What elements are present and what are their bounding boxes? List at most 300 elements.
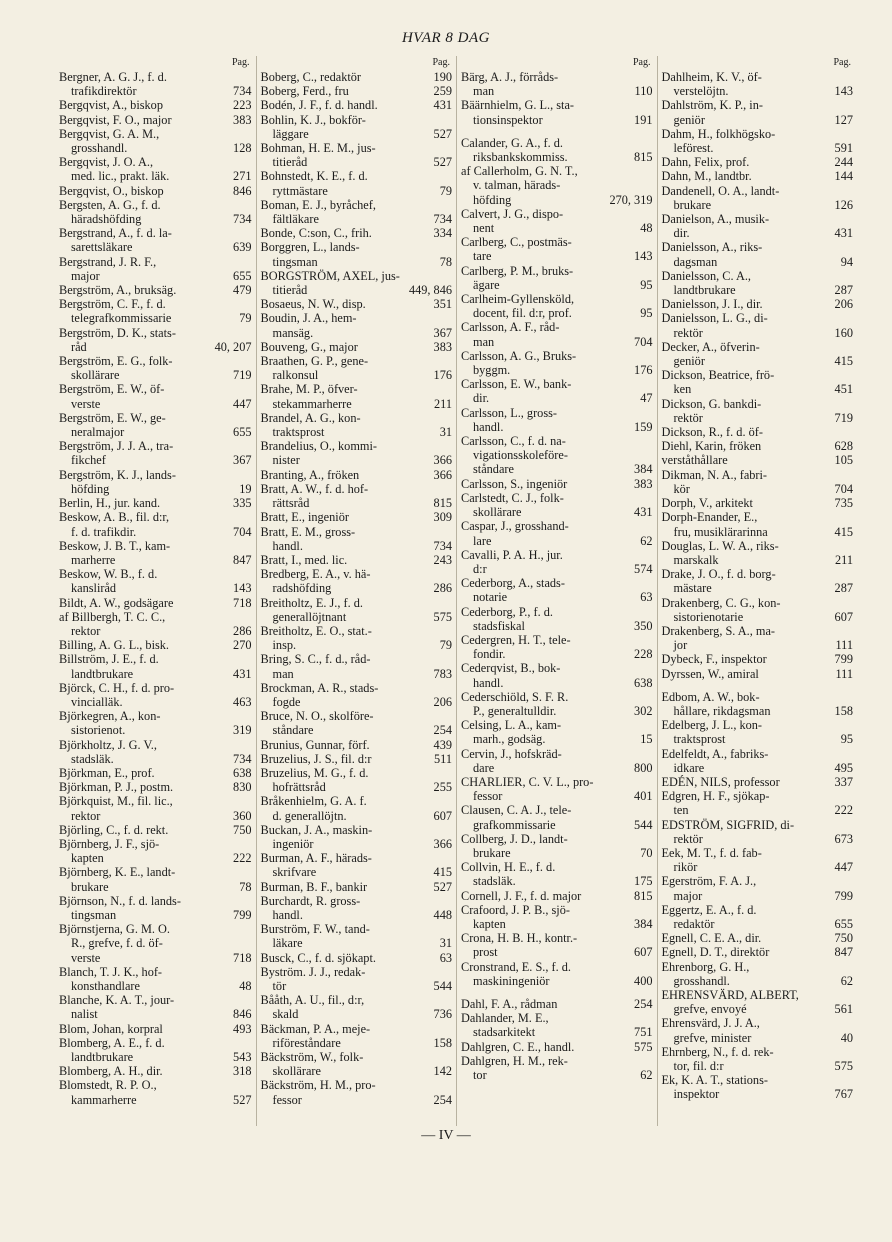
entry-text: Brandelius, O., kommi- — [260, 439, 377, 454]
index-entry — [261, 652, 453, 680]
index-entry — [662, 155, 854, 169]
entry-text: Bergqvist, G. A. M., — [59, 126, 160, 141]
entry-text: dare — [473, 760, 495, 775]
page-ref: 270 — [233, 638, 252, 653]
entry-name — [261, 382, 453, 396]
entry-name — [261, 823, 453, 837]
entry-continuation — [261, 397, 453, 411]
entry-text: rektor — [71, 623, 101, 638]
entry-text: Björling, C., f. d. rekt. — [59, 822, 169, 837]
entry-text: ägare — [473, 277, 500, 292]
entry-name — [261, 70, 453, 84]
entry-text: traktsprost — [673, 732, 726, 747]
entry-text: nalist — [71, 1007, 98, 1022]
entry-text: Bergstrand, J. R. F., — [59, 254, 157, 269]
entry-continuation — [261, 780, 453, 794]
entry-name — [261, 993, 453, 1007]
page-ref: 367 — [233, 453, 252, 468]
index-entry — [662, 667, 854, 681]
entry-continuation — [261, 1093, 453, 1107]
page-ref: 319 — [233, 723, 252, 738]
entry-text: marh., godsäg. — [473, 732, 546, 747]
index-entry — [59, 198, 252, 226]
entry-name — [261, 482, 453, 496]
entry-name — [662, 453, 854, 467]
entry-name — [461, 519, 653, 533]
page-ref: 431 — [433, 98, 452, 113]
page-ref: 158 — [834, 703, 853, 718]
index-entry — [261, 922, 453, 950]
index-entry — [59, 709, 252, 737]
entry-name — [59, 596, 252, 610]
entry-name — [261, 880, 453, 894]
entry-continuation — [261, 425, 453, 439]
entry-name — [662, 846, 854, 860]
index-entry — [261, 766, 453, 794]
index-entry — [261, 269, 453, 297]
entry-text: dir. — [473, 391, 490, 406]
page-ref: 63 — [439, 950, 452, 965]
entry-continuation — [461, 590, 653, 604]
entry-continuation — [59, 397, 252, 411]
index-entry — [261, 553, 453, 567]
index-entry — [662, 1073, 854, 1101]
entry-text: man — [473, 334, 495, 349]
entry-name — [59, 283, 252, 297]
entry-text: maskiningeniör — [473, 973, 550, 988]
entry-name — [59, 226, 252, 240]
page-ref: 360 — [233, 808, 252, 823]
entry-continuation — [59, 340, 252, 354]
entry-name — [261, 297, 453, 311]
index-entry — [662, 960, 854, 988]
entry-text: marskalk — [673, 552, 719, 567]
entry-text: kansliråd — [71, 581, 117, 596]
entry-name — [461, 292, 653, 306]
entry-continuation — [461, 562, 653, 576]
entry-text: Bergström, E. W., ge- — [59, 410, 166, 425]
page-ref: 334 — [433, 226, 452, 241]
index-entry — [59, 610, 252, 638]
page-ref: 302 — [634, 703, 653, 718]
page-ref: 206 — [433, 694, 452, 709]
entry-continuation — [461, 462, 653, 476]
page-ref: 62 — [640, 533, 653, 548]
page-ref: 176 — [634, 363, 653, 378]
entry-name — [662, 425, 854, 439]
index-entry — [261, 851, 453, 879]
entry-continuation — [261, 326, 453, 340]
entry-continuation — [261, 212, 453, 226]
index-entry — [461, 903, 653, 931]
entry-text: docent, fil. d:r, prof. — [473, 306, 572, 321]
index-entry — [461, 548, 653, 576]
entry-text: landtbrukare — [71, 1050, 134, 1065]
entry-continuation — [461, 391, 653, 405]
entry-name — [261, 766, 453, 780]
entry-text: skollärare — [71, 368, 120, 383]
index-entry — [59, 226, 252, 254]
entry-continuation — [59, 809, 252, 823]
entry-text: ståndare — [473, 462, 514, 477]
entry-text: Bäckström, H. M., pro- — [260, 1078, 376, 1093]
entry-text: ingeniör — [272, 836, 314, 851]
entry-text: grefve, minister — [673, 1030, 752, 1045]
index-entry — [461, 775, 653, 803]
page-ref: 79 — [439, 638, 452, 653]
index-entry — [461, 320, 653, 348]
entry-continuation — [59, 695, 252, 709]
entry-continuation — [461, 1068, 653, 1082]
entry-text: Danielsson, A., riks- — [661, 240, 763, 255]
index-entry — [59, 894, 252, 922]
entry-text: Bergström, E. W., öf- — [59, 382, 165, 397]
entry-continuation — [461, 335, 653, 349]
entry-name — [261, 98, 453, 112]
page-ref: 62 — [640, 1068, 653, 1083]
page-ref: 734 — [233, 751, 252, 766]
entry-continuation — [662, 525, 854, 539]
entry-name — [461, 997, 653, 1011]
entry-text: mästare — [673, 581, 712, 596]
index-entry — [461, 661, 653, 689]
index-entry — [261, 84, 453, 98]
entry-text: kapten — [71, 851, 104, 866]
index-entry — [461, 803, 653, 831]
index-entry — [261, 340, 453, 354]
entry-text: redaktör — [673, 916, 715, 931]
index-entry — [59, 98, 252, 112]
entry-continuation — [461, 178, 653, 192]
index-entry — [461, 70, 653, 98]
entry-name — [662, 468, 854, 482]
page-ref: 190 — [433, 70, 452, 84]
page-ref: 431 — [834, 226, 853, 241]
page-ref: 704 — [233, 524, 252, 539]
index-entry — [461, 860, 653, 888]
entry-text: Bosaeus, N. W., disp. — [260, 297, 366, 312]
entry-continuation — [662, 553, 854, 567]
index-entry — [662, 1016, 854, 1044]
entry-text: Branting, A., fröken — [260, 467, 360, 482]
entry-text: Bratt, E. M., gross- — [260, 524, 356, 539]
pag-label: Pag. — [833, 57, 851, 68]
page-ref: 110 — [634, 84, 653, 99]
entry-text: Billström, J. E., f. d. — [59, 652, 159, 667]
entry-name — [662, 1016, 854, 1030]
entry-text: landtbrukare — [673, 283, 736, 298]
entry-continuation — [261, 496, 453, 510]
entry-text: Blanche, K. A. T., jour- — [59, 993, 175, 1008]
index-entry — [261, 439, 453, 467]
entry-text: handl. — [473, 675, 504, 690]
page-ref: 143 — [834, 84, 853, 99]
entry-name — [59, 766, 252, 780]
entry-text: Ehrnberg, N., f. d. rek- — [661, 1044, 774, 1059]
page-ref: 463 — [233, 694, 252, 709]
entry-text: Crona, H. B. H., kontr.- — [461, 931, 578, 946]
entry-text: Edgren, H. F., sjökap- — [661, 789, 770, 804]
entry-text: geniör — [673, 354, 705, 369]
entry-continuation — [461, 113, 653, 127]
entry-name — [662, 775, 854, 789]
entry-text: Blomberg, A. E., f. d. — [59, 1035, 165, 1050]
entry-text: Danielson, A., musik- — [661, 212, 770, 227]
index-entry — [662, 269, 854, 297]
page-ref: 544 — [634, 817, 653, 832]
entry-text: Björck, C. H., f. d. pro- — [59, 680, 175, 695]
entry-text: verste — [71, 396, 101, 411]
page-ref: 31 — [439, 936, 452, 951]
entry-text: Dahlheim, K. V., öf- — [661, 70, 762, 84]
index-entry — [261, 951, 453, 965]
entry-continuation — [59, 525, 252, 539]
entry-text: sistorienotarie — [673, 609, 744, 624]
entry-name — [261, 965, 453, 979]
entry-continuation — [662, 1059, 854, 1073]
entry-name — [662, 874, 854, 888]
entry-continuation — [59, 1050, 252, 1064]
page-ref: 176 — [433, 368, 452, 383]
entry-text: grosshandl. — [71, 141, 128, 156]
entry-continuation — [461, 619, 653, 633]
entry-name — [662, 789, 854, 803]
entry-text: Carlsson, A. F., råd- — [461, 320, 560, 335]
entry-text: Bildt, A. W., godsägare — [59, 595, 174, 610]
entry-continuation — [662, 832, 854, 846]
index-entry — [59, 255, 252, 283]
entry-text: kör — [673, 481, 690, 496]
entry-name — [662, 945, 854, 959]
entry-name — [662, 1073, 854, 1087]
entry-text: BORGSTRÖM, AXEL, jus- — [260, 268, 400, 283]
entry-name — [461, 164, 653, 178]
entry-text: skollärare — [473, 505, 522, 520]
index-entry — [461, 747, 653, 775]
entry-text: radshöfding — [272, 581, 332, 596]
entry-continuation — [662, 482, 854, 496]
entry-text: neralmajor — [71, 425, 125, 440]
entry-text: Bohnstedt, K. E., f. d. — [260, 169, 368, 184]
entry-name — [261, 652, 453, 666]
page-ref: 607 — [834, 609, 853, 624]
entry-text: Björkman, E., prof. — [59, 765, 155, 780]
entry-text: Bruzelius, J. S., fil. d:r — [260, 751, 372, 766]
entry-text: Bäckman, P. A., meje- — [260, 1021, 371, 1036]
entry-continuation — [461, 221, 653, 235]
entry-text: landtbrukare — [71, 666, 134, 681]
entry-continuation — [261, 1064, 453, 1078]
entry-text: rektor — [71, 808, 101, 823]
entry-continuation — [461, 306, 653, 320]
index-entry — [261, 525, 453, 553]
entry-name — [261, 794, 453, 808]
entry-name — [261, 851, 453, 865]
index-entry — [461, 164, 653, 207]
entry-text: Braathen, G. P., gene- — [260, 354, 369, 369]
index-entry — [662, 184, 854, 212]
entry-text: Bergqvist, J. O. A., — [59, 155, 154, 170]
page-ref: 734 — [233, 212, 252, 227]
index-entry — [662, 718, 854, 746]
page-ref: 175 — [634, 874, 653, 889]
entry-name — [662, 397, 854, 411]
page-ref: 734 — [233, 84, 252, 99]
entry-continuation — [261, 1036, 453, 1050]
page-ref: 449, 846 — [408, 283, 452, 298]
entry-continuation — [662, 326, 854, 340]
entry-text: riföreståndare — [272, 1035, 341, 1050]
entry-continuation — [461, 704, 653, 718]
entry-text: inspektor — [673, 1087, 720, 1102]
entry-name — [261, 354, 453, 368]
entry-name — [59, 382, 252, 396]
entry-text: Bååth, A. U., fil., d:r, — [260, 993, 365, 1008]
page-ref: 15 — [640, 732, 653, 747]
index-entry — [261, 141, 453, 169]
entry-name — [662, 818, 854, 832]
entry-text: Bergström, J. J. A., tra- — [59, 439, 174, 454]
entry-text: Blom, Johan, korpral — [59, 1021, 163, 1036]
entry-continuation — [461, 84, 653, 98]
entry-text: brukare — [71, 879, 109, 894]
page-ref: 31 — [439, 425, 452, 440]
index-entry — [461, 997, 653, 1011]
page-ref: 105 — [834, 453, 853, 468]
entry-name — [461, 70, 653, 84]
index-entry — [59, 326, 252, 354]
entry-text: Caspar, J., grosshand- — [461, 519, 569, 534]
entry-name — [59, 198, 252, 212]
entry-text: med. lic., prakt. läk. — [71, 169, 170, 184]
index-entry — [261, 226, 453, 240]
entry-text: Collberg, J. D., landt- — [461, 831, 568, 846]
page-ref: 718 — [233, 595, 252, 610]
entry-name — [59, 823, 252, 837]
index-entry — [662, 439, 854, 453]
page-ref: 271 — [233, 169, 252, 184]
entry-continuation — [59, 1093, 252, 1107]
entry-name — [59, 70, 252, 84]
page-ref: 800 — [634, 760, 653, 775]
entry-text: Bergström, A., bruksäg. — [59, 283, 177, 298]
index-entry — [662, 775, 854, 789]
page-ref: 223 — [233, 98, 252, 113]
entry-text: Björnberg, K. E., landt- — [59, 865, 176, 880]
entry-text: Cederqvist, B., bok- — [461, 661, 561, 676]
index-entry — [59, 638, 252, 652]
entry-name — [662, 368, 854, 382]
entry-name — [461, 860, 653, 874]
entry-text: Bergström, D. K., stats- — [59, 325, 176, 340]
entry-continuation — [662, 803, 854, 817]
entry-text: Dahlander, M. E., — [461, 1011, 549, 1026]
index-entry — [261, 1050, 453, 1078]
entry-continuation — [662, 860, 854, 874]
page-ref: 527 — [433, 879, 452, 894]
index-entry — [261, 482, 453, 510]
index-entry — [461, 477, 653, 491]
entry-text: Carlsson, S., ingeniör — [461, 476, 568, 491]
index-entry — [662, 311, 854, 339]
entry-text: Carlberg, P. M., bruks- — [461, 263, 574, 278]
page-ref: 143 — [634, 249, 653, 264]
entry-text: prost — [473, 945, 498, 960]
entry-text: Bratt, A. W., f. d. hof- — [260, 481, 369, 496]
page-ref: 527 — [433, 155, 452, 170]
entry-text: rättsråd — [272, 496, 310, 511]
entry-continuation — [261, 809, 453, 823]
page-ref: 527 — [433, 126, 452, 141]
index-entry — [461, 98, 653, 126]
index-entry — [662, 468, 854, 496]
entry-text: Danielsson, J. I., dir. — [661, 297, 763, 312]
entry-text: dir. — [673, 226, 690, 241]
entry-text: generallöjtnant — [272, 609, 347, 624]
index-entry — [59, 922, 252, 965]
entry-name — [461, 434, 653, 448]
entry-text: verståthållare — [661, 453, 728, 468]
entry-text: d. generallöjtn. — [272, 808, 347, 823]
entry-name — [662, 567, 854, 581]
entry-name — [461, 690, 653, 704]
entry-text: Carlsson, L., gross- — [461, 405, 557, 420]
entry-name — [662, 652, 854, 666]
index-entry — [261, 98, 453, 112]
index-entry — [662, 297, 854, 311]
entry-text: Crafoord, J. P. B., sjö- — [461, 902, 570, 917]
page-ref: 783 — [433, 666, 452, 681]
page-ref: 286 — [233, 623, 252, 638]
entry-text: Bergsten, A. G., f. d. — [59, 197, 161, 212]
entry-name — [662, 184, 854, 198]
entry-text: hofrättsråd — [272, 780, 326, 795]
page-ref: 142 — [433, 1064, 452, 1079]
entry-text: Cederborg, P., f. d. — [461, 604, 553, 619]
entry-text: Bergström, C. F., f. d. — [59, 297, 166, 312]
entry-continuation — [59, 851, 252, 865]
entry-continuation — [662, 610, 854, 624]
entry-name — [461, 747, 653, 761]
entry-continuation — [59, 368, 252, 382]
entry-text: rektör — [673, 831, 703, 846]
page-ref: 815 — [634, 150, 653, 165]
page-ref: 95 — [640, 277, 653, 292]
entry-text: Cederschiöld, S. F. R. — [461, 689, 569, 704]
page-ref: 351 — [433, 297, 452, 312]
entry-name — [59, 98, 252, 112]
entry-text: Danielsson, L. G., di- — [661, 311, 768, 326]
index-column — [657, 56, 858, 1126]
entry-name — [461, 235, 653, 249]
entry-text: Edelberg, J. L., kon- — [661, 718, 763, 733]
entry-name — [662, 439, 854, 453]
entry-name — [461, 264, 653, 278]
entry-text: Bonde, C:son, C., frih. — [260, 226, 372, 241]
index-entry — [261, 1022, 453, 1050]
entry-name — [261, 113, 453, 127]
entry-name — [662, 155, 854, 169]
entry-name — [59, 837, 252, 851]
entry-text: Breitholtz, E. J., f. d. — [260, 595, 363, 610]
entry-continuation — [461, 150, 653, 164]
page-ref: 366 — [433, 453, 452, 468]
entry-text: Dahm, H., folkhögsko- — [661, 126, 776, 141]
page-ref: 228 — [634, 647, 653, 662]
index-entry — [59, 155, 252, 183]
page-ref: 95 — [840, 732, 853, 747]
entry-continuation — [662, 889, 854, 903]
